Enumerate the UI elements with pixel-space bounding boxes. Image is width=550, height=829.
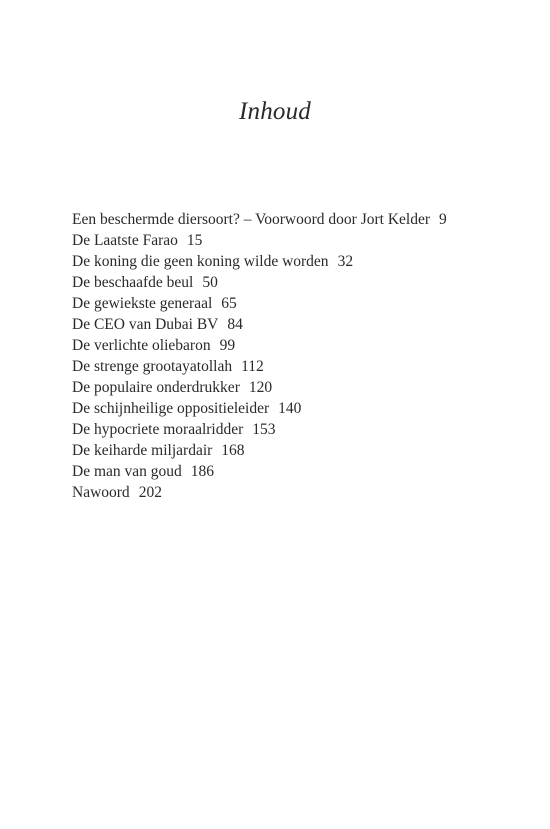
toc-entry-page: 186 (190, 463, 215, 480)
toc-entry-title: De verlichte oliebaron (72, 337, 211, 354)
toc-entry-title: De man van goud (72, 463, 182, 480)
toc-entry-title: De CEO van Dubai BV (72, 316, 219, 333)
toc-entry-page: 202 (138, 484, 162, 501)
toc-entry-page: 99 (219, 337, 236, 354)
toc-entry-title: Een beschermde diersoort? – Voorwoord door Jort Kelder (72, 211, 430, 228)
toc-entry-title: De strenge grootayatollah (72, 358, 233, 375)
toc-entry (72, 398, 447, 419)
page-title: Inhoud (238, 98, 312, 125)
toc-entry-title: De koning die geen koning wilde worden (72, 253, 329, 270)
toc-entry (72, 482, 447, 503)
toc-entry (72, 419, 447, 440)
toc-entry (72, 356, 447, 377)
toc-entry (72, 314, 447, 335)
toc-entry-page: 120 (248, 379, 273, 396)
toc-entry-title: De populaire onderdrukker (72, 379, 240, 396)
toc-entry-title: De schijnheilige oppositieleider (72, 400, 270, 417)
toc-entry (72, 293, 447, 314)
toc-entry-page: 32 (337, 253, 354, 270)
toc-entry (72, 272, 447, 293)
toc-entry-title: De hypocriete moraalridder (72, 421, 244, 438)
toc-entry-page: 65 (221, 295, 237, 312)
toc-entry (72, 440, 447, 461)
toc-entry-title: Nawoord (72, 484, 130, 501)
toc-entry-title: De Laatste Farao (72, 232, 178, 249)
toc-entry-title: De gewiekste generaal (72, 295, 213, 312)
toc-entry-page: 140 (278, 400, 302, 417)
toc-entry (72, 335, 447, 356)
toc-entry-page: 9 (438, 211, 447, 228)
toc-entry (72, 377, 447, 398)
toc-entry-page: 153 (252, 421, 276, 438)
toc-entry-page: 168 (221, 442, 245, 459)
toc-entry-page: 50 (202, 274, 218, 291)
toc-entry (72, 230, 447, 251)
table-of-contents (72, 209, 447, 503)
toc-entry-page: 112 (241, 358, 264, 375)
toc-entry-page: 84 (227, 316, 243, 333)
toc-entry (72, 461, 447, 482)
toc-entry (72, 251, 447, 272)
toc-entry-title: De beschaafde beul (72, 274, 194, 291)
toc-entry-page: 15 (186, 232, 203, 249)
toc-entry-title: De keiharde miljardair (72, 442, 213, 459)
toc-entry (72, 209, 447, 230)
